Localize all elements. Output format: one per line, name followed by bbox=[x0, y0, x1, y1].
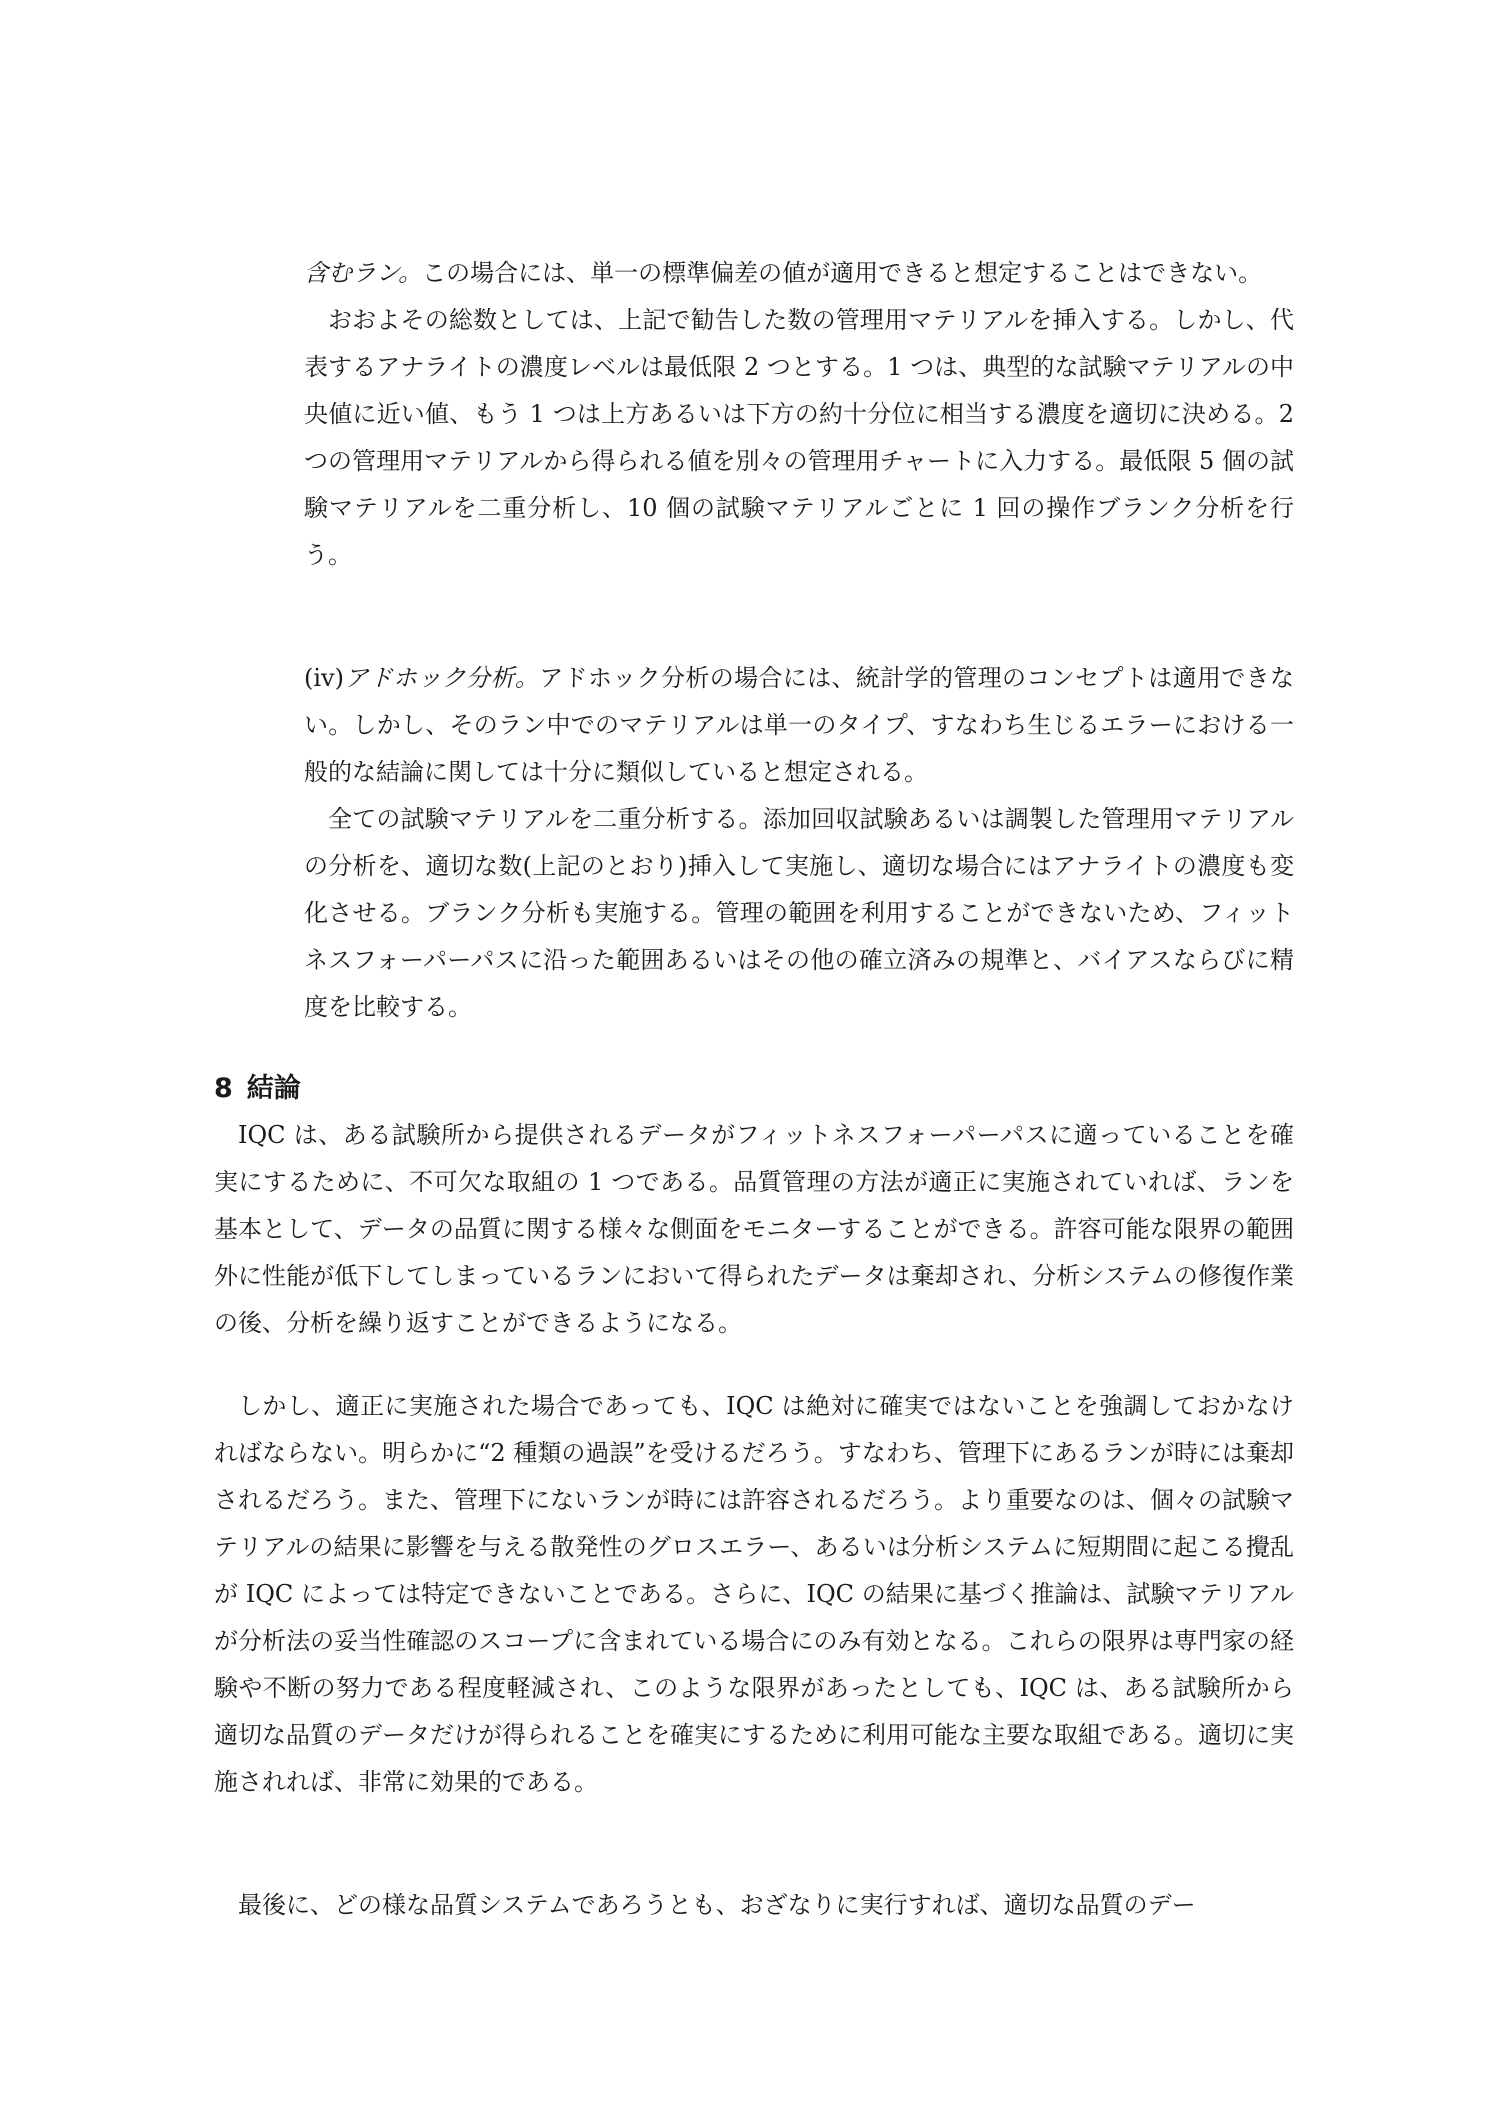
paragraph-runs-mixed bbox=[304, 250, 1294, 297]
paragraph-control-materials: おおよその総数としては、上記で勧告した数の管理用マテリアルを挿入する。しかし、代表するアナライトの濃度レベルは最低限 2 つとする。1 つは、典型的な試験マテリアルの中央値に近い値、もう 1 つは上方あるいは下方の約十分位に相当する濃度を適切に決める。2 つの管理用マテリアルから得られる値を別々の管理用チャートに入力する。最低限 5 個の試験マテリアルを二重分析し、10 個の試験マテリアルごとに 1 回の操作ブランク分析を行う。 bbox=[304, 306, 1294, 569]
item-iv-paragraph bbox=[304, 655, 1294, 796]
paragraph-duplicate-analysis: 全ての試験マテリアルを二重分析する。添加回収試験あるいは調製した管理用マテリアルの分析を、適切な数(上記のとおり)挿入して実施し、適切な場合にはアナライトの濃度も変化させる。ブランク分析も実施する。管理の範囲を利用することができないため、フィットネスフォーパーパスに沿った範囲あるいはその他の確立済みの規準と、バイアスならびに精度を比較する。 bbox=[304, 805, 1294, 1021]
section-7-tail bbox=[304, 250, 1294, 579]
section-number: 8 bbox=[214, 1073, 233, 1104]
conclusion-paragraph-1: IQC は、ある試験所から提供されるデータがフィットネスフォーパーパスに適っていることを確実にするために、不可欠な取組の 1 つである。品質管理の方法が適正に実施されていれば、ランを基本として、データの品質に関する様々な側面をモニターすることができる。許容可能な限界の範囲外に性能が低下してしまっているランにおいて得られたデータは棄却され、分析システムの修復作業の後、分析を繰り返すことができるようになる。 bbox=[214, 1121, 1294, 1337]
conclusion-paragraph-2: しかし、適正に実施された場合であっても、IQC は絶対に確実ではないことを強調しておかなければならない。明らかに“2 種類の過誤”を受けるだろう。すなわち、管理下にあるランが時には棄却されるだろう。また、管理下にないランが時には許容されるだろう。より重要なのは、個々の試験マテリアルの結果に影響を与える散発性のグロスエラー、あるいは分析システムに短期間に起こる攪乱が IQC によっては特定できないことである。さらに、IQC の結果に基づく推論は、試験マテリアルが分析法の妥当性確認のスコープに含まれている場合にのみ有効となる。これらの限界は専門家の経験や不断の努力である程度軽減され、このような限界があったとしても、IQC は、ある試験所から適切な品質のデータだけが得られることを確実にするために利用可能な主要な取組である。適切に実施されれば、非常に効果的である。 bbox=[214, 1392, 1294, 1796]
section-title: 結論 bbox=[246, 1073, 301, 1104]
section-8-body-2 bbox=[214, 1383, 1294, 1806]
item-iv-block bbox=[304, 655, 1294, 1031]
section-8-body bbox=[214, 1112, 1294, 1347]
section-heading bbox=[214, 1069, 1294, 1109]
italic-term: 含むラン。 bbox=[304, 259, 423, 287]
item-iv-text: アドホック分析の場合には、統計学的管理のコンセプトは適用できない。しかし、そのラン中でのマテリアルは単一のタイプ、すなわち生じるエラーにおける一般的な結論に関しては十分に類似していると想定される。 bbox=[304, 664, 1295, 786]
paragraph-text: この場合には、単一の標準偏差の値が適用できると想定することはできない。 bbox=[422, 259, 1263, 287]
section-8-heading bbox=[214, 1069, 1294, 1109]
conclusion-paragraph-3: 最後に、どの様な品質システムであろうとも、おざなりに実行すれば、適切な品質のデー bbox=[238, 1891, 1196, 1919]
item-iv-title: アドホック分析。 bbox=[343, 664, 540, 692]
section-8-body-3 bbox=[214, 1882, 1294, 1929]
item-iv-label: (iv) bbox=[304, 664, 344, 692]
